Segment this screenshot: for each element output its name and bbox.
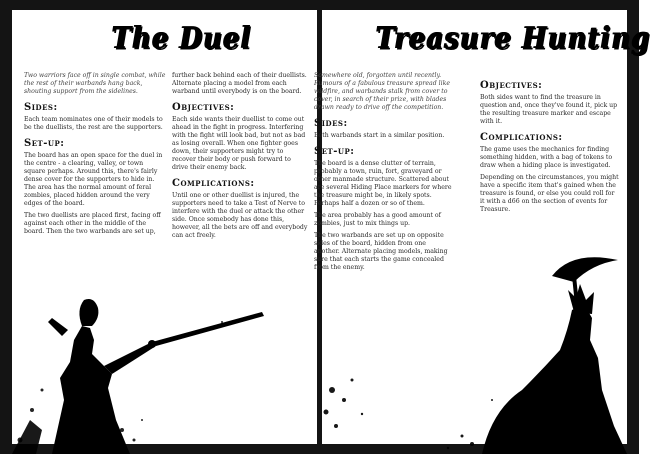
duel-intro: Two warriors face off in single combat, while the rest of their warbands hang back, shouting support from the sidelines.: [24, 72, 166, 95]
duel-complications-text: Until one or other duellist is injured, the supporters need to take a Test of Nerve to interfere with the duel or attack the other side. Once somebody has done this, however, all the bets are off and everybody can act freely.: [172, 192, 308, 239]
treasure-objectives-heading: Objectives:: [480, 80, 543, 91]
duel-objectives-heading: Objectives:: [172, 102, 235, 113]
treasure-setup-p2: The area probably has a good amount of zombies, just to mix things up.: [314, 212, 441, 227]
treasure-objectives-text: Both sides want to find the treasure in question and, once they've found it, pick up the resulting treasure marker and escape with it.: [480, 94, 618, 125]
duel-title: The Duel: [112, 21, 252, 57]
treasure-column-2: [480, 80, 620, 218]
duel-setup-p3: further back behind each of their duellists. Alternate placing a model from each warband until everybody is on the board.: [172, 72, 307, 95]
duel-setup-p1: The board has an open space for the duel in the centre - a clearing, valley, or town square perhaps. Around this, there's fairly dense cover for the supporters to hide in. The area has the normal amount of feral zombies, placed hidden around the very edges of the board.: [24, 152, 163, 207]
treasure-title: Treasure Hunting: [376, 21, 651, 57]
treasure-intro: Somewhere old, forgotten until recently. Rumours of a fabulous treasure spread like wildfire, and warbands stalk from cover to cover, in search of their prize, with blades drawn ready to drive off the competition.: [314, 72, 450, 111]
treasure-setup-heading: Set-up:: [314, 146, 355, 157]
treasure-complications-p2: Depending on the circumstances, you might have a specific item that's gained when the treasure is found, or else you could roll for it with a d66 on the section of events for Treasure.: [480, 174, 619, 213]
duellist-silhouette-illustration: [12, 270, 317, 454]
left-page: [12, 10, 317, 444]
reaper-silhouette-illustration: [322, 240, 627, 454]
duel-sides-text: Each team nominates one of their models to be the duellists, the rest are the supporters.: [24, 116, 163, 131]
duel-objectives-text: Each side wants their duellist to come out ahead in the fight in progress. Interfering with the fight will look bad, but not as bad as losing overall. When one fighter goes down, their supporters might try to recover their body or push forward to drive their enemy back.: [172, 116, 306, 171]
treasure-sides-text: Both warbands start in a similar position.: [314, 132, 445, 139]
treasure-sides-heading: Sides:: [314, 118, 348, 129]
duel-setup-p2: The two duellists are placed first, facing off against each other in the middle of the board. Then the two warbands are set up,: [24, 212, 161, 235]
treasure-complications-p1: The game uses the mechanics for finding something hidden, with a bag of tokens to draw when a hiding place is investigated.: [480, 146, 613, 169]
treasure-setup-p3: The two warbands are set up on opposite sides of the board, hidden from one another. Alternate placing models, making sure that each starts the game concealed from the enemy.: [314, 232, 448, 271]
duel-setup-heading: Set-up:: [24, 138, 65, 149]
treasure-complications-heading: Complications:: [480, 132, 563, 143]
duel-column-1: [24, 72, 166, 240]
duel-column-2: [172, 72, 308, 244]
duel-complications-heading: Complications:: [172, 178, 255, 189]
right-page: [314, 10, 651, 444]
treasure-setup-p1: The board is a dense clutter of terrain, probably a town, ruin, fort, graveyard or other manmade structure. Scattered about are several Hiding Place markers for where the treasure might be, in likely spots. Perhaps half a dozen or so of them.: [314, 160, 452, 207]
duel-sides-heading: Sides:: [24, 102, 58, 113]
